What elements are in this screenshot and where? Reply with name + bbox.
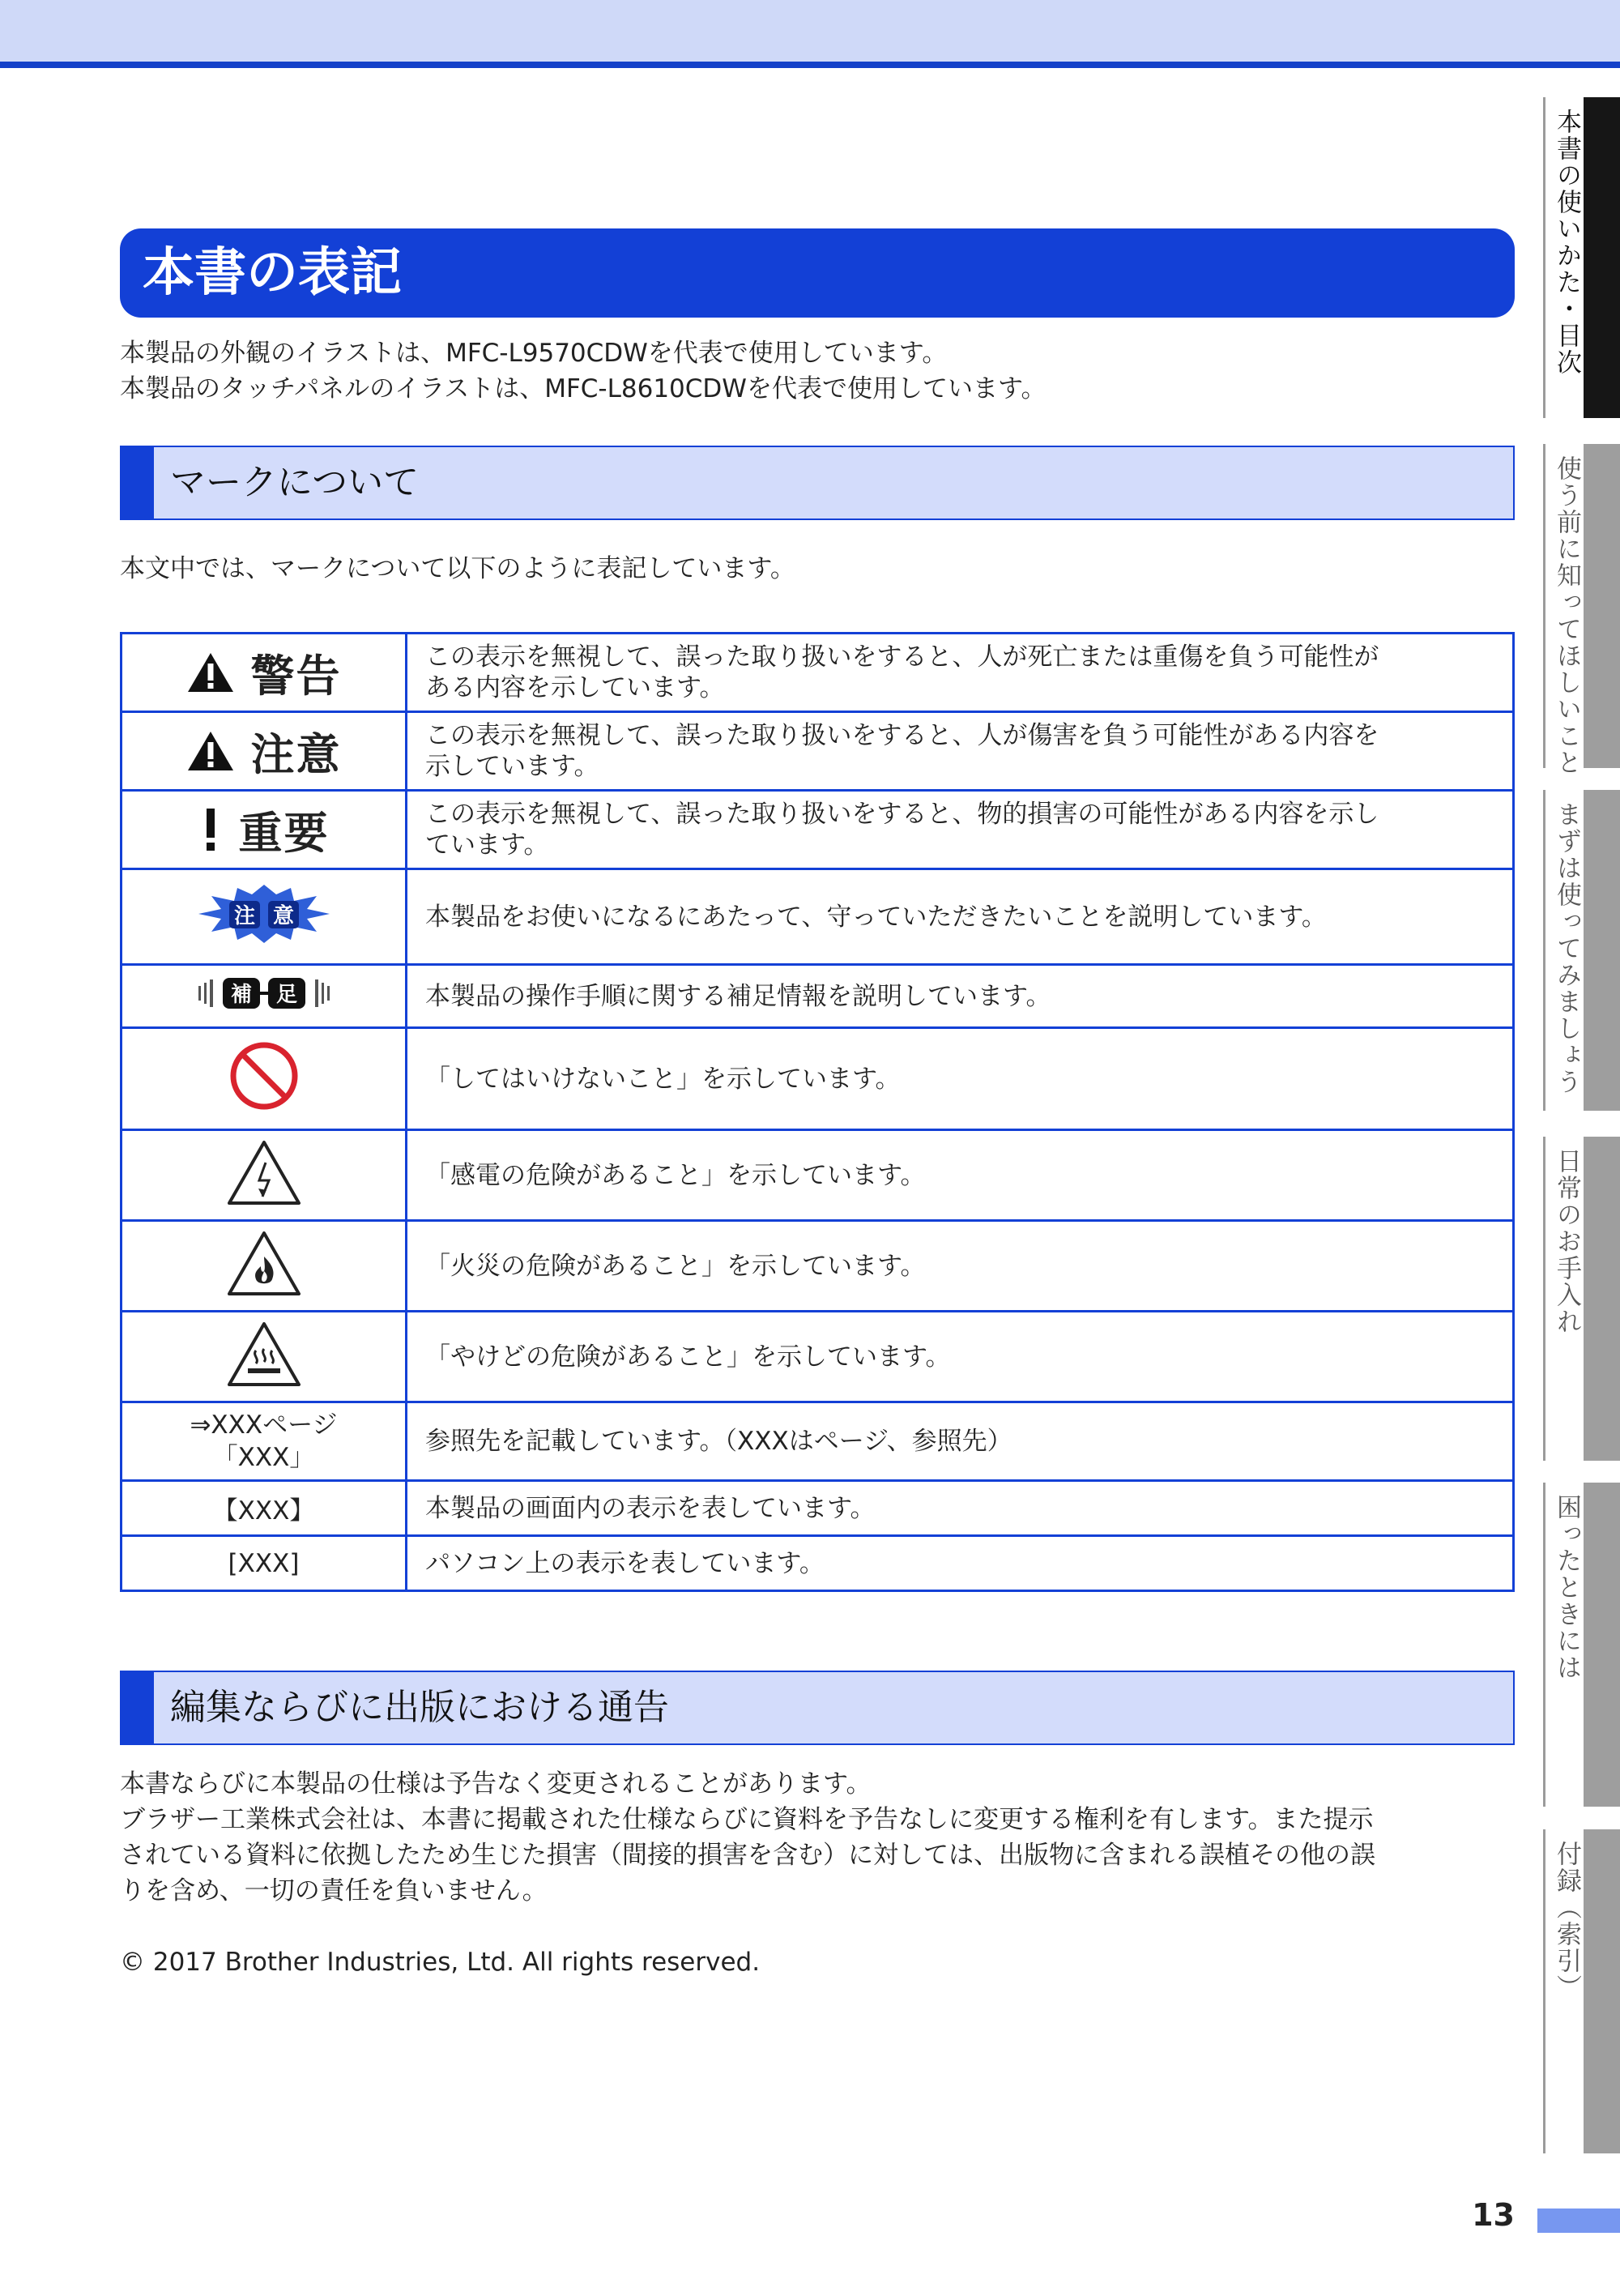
sidebar-tab-label: 日常のお手入れ — [1552, 1148, 1581, 1335]
mark-label: [XXX] — [228, 1548, 300, 1578]
marks-lead-text: 本文中では、マークについて以下のように表記しています。 — [120, 554, 795, 583]
mark-label: 「XXX」 — [212, 1443, 315, 1472]
prohibition-icon — [228, 1039, 301, 1112]
warning-triangle-icon — [186, 729, 235, 773]
mark-label: 注意 — [250, 728, 342, 780]
table-row — [122, 712, 1514, 791]
desc-line: 本製品をお使いになるにあたって、守っていただきたいことを説明しています。 — [425, 902, 1327, 932]
notice-line: 本書ならびに本製品の仕様は予告なく変更されることがあります。 — [120, 1769, 872, 1799]
sidebar-tab-indicator — [1584, 97, 1620, 418]
supplement-badge-icon — [195, 975, 333, 1012]
notice-line: りを含め、一切の責任を負いません。 — [120, 1876, 548, 1906]
desc-line: ある内容を示しています。 — [425, 673, 725, 702]
table-row — [122, 965, 1514, 1028]
sidebar-tab-how-to-use[interactable] — [1543, 97, 1582, 418]
section-heading-bar — [122, 447, 154, 519]
mark-cell — [122, 1312, 407, 1402]
table-row — [122, 1481, 1514, 1536]
intro-line: 本製品のタッチパネルのイラストは、MFC-L8610CDWを代表で使用しています。 — [120, 374, 1047, 403]
intro-line: 本製品の外観のイラストは、MFC-L9570CDWを代表で使用しています。 — [120, 339, 948, 368]
table-row — [122, 1221, 1514, 1312]
copyright-text: © 2017 Brother Industries, Ltd. All rights reserved. — [120, 1948, 761, 1977]
mark-description — [407, 1130, 1514, 1221]
sidebar-tab-indicator — [1584, 790, 1620, 1111]
desc-line: 本製品の操作手順に関する補足情報を説明しています。 — [425, 981, 1051, 1011]
notice-line: ブラザー工業株式会社は、本書に掲載された仕様ならびに資料を予告なしに変更する権利を有します。また提示 — [120, 1805, 1374, 1834]
mark-cell — [122, 712, 407, 791]
mark-description — [407, 1481, 1514, 1536]
mark-cell — [122, 634, 407, 712]
badge-glyph: 注 — [233, 903, 255, 928]
mark-label: 重要 — [238, 807, 330, 859]
sidebar-tab-label: 本書の使いかた・目次 — [1552, 109, 1581, 376]
desc-line: パソコン上の表示を表しています。 — [425, 1548, 825, 1578]
page-number-bar — [1537, 2209, 1620, 2233]
intro-text — [120, 335, 1046, 407]
section-heading-label: 編集ならびに出版における通告 — [170, 1687, 669, 1728]
desc-line: この表示を無視して、誤った取り扱いをすると、人が傷害を負う可能性がある内容を — [425, 721, 1379, 750]
fire-hazard-icon — [225, 1229, 303, 1297]
desc-line: 本製品の画面内の表示を表しています。 — [425, 1493, 876, 1523]
desc-line: 参照先を記載しています。（XXXはページ、参照先） — [425, 1427, 1013, 1456]
desc-line: 示しています。 — [425, 752, 599, 781]
table-row — [122, 1402, 1514, 1481]
mark-cell — [122, 1028, 407, 1130]
desc-line: 「火災の危険があること」を示しています。 — [425, 1251, 926, 1281]
sidebar-tab-indicator — [1584, 1829, 1620, 2153]
exclamation-icon — [198, 807, 223, 852]
mark-cell — [122, 1130, 407, 1221]
table-row — [122, 791, 1514, 869]
warning-triangle-icon — [186, 651, 235, 694]
mark-description — [407, 634, 1514, 712]
mark-description — [407, 965, 1514, 1028]
caution-badge-icon — [195, 881, 333, 946]
sidebar-tab-label: 困ったときには — [1552, 1494, 1581, 1681]
table-row — [122, 1130, 1514, 1221]
mark-description — [407, 1402, 1514, 1481]
sidebar-tab-label: まずは使ってみましょう — [1552, 801, 1581, 1095]
desc-line: 「してはいけないこと」を示しています。 — [425, 1064, 901, 1094]
mark-description — [407, 712, 1514, 791]
section-heading-bar — [122, 1672, 154, 1743]
mark-label: ⇒XXXページ — [190, 1410, 338, 1440]
mark-cell — [122, 1481, 407, 1536]
burn-hazard-icon — [225, 1320, 303, 1388]
mark-cell — [122, 1221, 407, 1312]
header-rule — [0, 62, 1620, 68]
mark-description — [407, 1028, 1514, 1130]
table-row — [122, 869, 1514, 965]
header-band — [0, 0, 1620, 62]
mark-description — [407, 1536, 1514, 1591]
notice-text — [120, 1766, 1375, 1909]
electric-shock-hazard-icon — [225, 1138, 303, 1206]
mark-cell — [122, 791, 407, 869]
section-heading-marks — [120, 446, 1515, 520]
sidebar-tab-troubleshooting[interactable] — [1543, 1483, 1582, 1807]
mark-cell — [122, 1536, 407, 1591]
sidebar-tab-indicator — [1584, 444, 1620, 768]
page-title: 本書の表記 — [120, 228, 1515, 318]
marks-table — [120, 632, 1515, 1592]
mark-label: 【XXX】 — [212, 1496, 315, 1526]
sidebar-tab-indicator — [1584, 1137, 1620, 1461]
table-row — [122, 1028, 1514, 1130]
page-number: 13 — [1472, 2197, 1515, 2233]
desc-line: この表示を無視して、誤った取り扱いをすると、人が死亡または重傷を負う可能性が — [425, 642, 1379, 672]
badge-glyph: 補 — [230, 982, 252, 1007]
sidebar-tab-maintenance[interactable] — [1543, 1137, 1582, 1461]
desc-line: 「感電の危険があること」を示しています。 — [425, 1160, 926, 1190]
mark-label: 警告 — [250, 650, 342, 702]
badge-glyph: 意 — [272, 903, 294, 928]
desc-line: 「やけどの危険があること」を示しています。 — [425, 1342, 951, 1372]
badge-glyph: 足 — [275, 982, 297, 1007]
mark-description — [407, 1221, 1514, 1312]
mark-description — [407, 869, 1514, 965]
table-row — [122, 1312, 1514, 1402]
sidebar-tab-before-use[interactable] — [1543, 444, 1582, 776]
sidebar-tab-getting-started[interactable] — [1543, 790, 1582, 1111]
table-row — [122, 1536, 1514, 1591]
desc-line: この表示を無視して、誤った取り扱いをすると、物的損害の可能性がある内容を示し — [425, 800, 1379, 829]
table-row — [122, 634, 1514, 712]
notice-line: されている資料に依拠したため生じた損害（間接的損害を含む）に対しては、出版物に含まれる誤植その他の誤 — [120, 1841, 1375, 1870]
sidebar-tab-appendix[interactable] — [1543, 1829, 1582, 2153]
section-heading-label: マークについて — [170, 462, 420, 503]
mark-cell — [122, 965, 407, 1028]
sidebar-tab-indicator — [1584, 1483, 1620, 1807]
sidebar-tab-label: 使う前に知ってほしいこと — [1552, 455, 1581, 776]
mark-description — [407, 791, 1514, 869]
section-heading-notice — [120, 1671, 1515, 1745]
mark-cell — [122, 869, 407, 965]
mark-description — [407, 1312, 1514, 1402]
sidebar-tab-label: 付録（索引） — [1552, 1841, 1581, 2001]
mark-cell — [122, 1402, 407, 1481]
desc-line: ています。 — [425, 830, 549, 860]
